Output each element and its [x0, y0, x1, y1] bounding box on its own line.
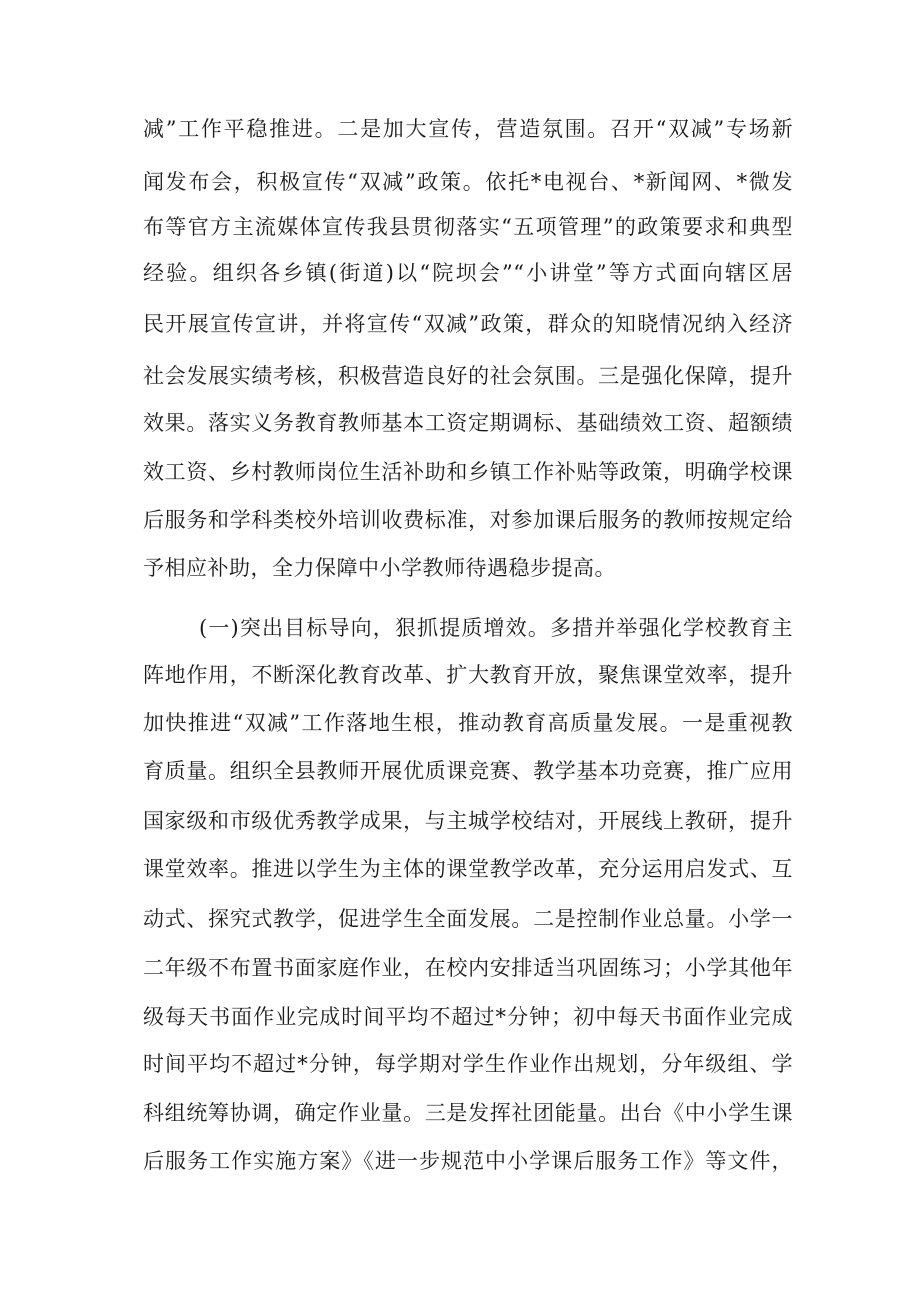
- text-line: 级每天书面作业完成时间平均不超过*分钟；初中每天书面作业完成: [143, 1005, 793, 1029]
- text-line: 民开展宣传宣讲，并将宣传“双减”政策，群众的知晓情况纳入经济: [143, 312, 793, 336]
- text-line: 闻发布会，积极宣传“双减”政策。依托*电视台、*新闻网、*微发: [143, 170, 793, 194]
- text-line: 布等官方主流媒体宣传我县贯彻落实“五项管理”的政策要求和典型: [143, 215, 793, 239]
- text-line: 予相应补助，全力保障中小学教师待遇稳步提高。: [143, 556, 616, 580]
- text-line: 效果。落实义务教育教师基本工资定期调标、基础绩效工资、超额绩: [143, 411, 793, 435]
- text-line: 后服务和学科类校外培训收费标准，对参加课后服务的教师按规定给: [143, 508, 793, 532]
- text-line: 国家级和市级优秀教学成果，与主城学校结对，开展线上教研，提升: [143, 809, 793, 833]
- text-line: 后服务工作实施方案》《进一步规范中小学课后服务工作》等文件，: [143, 1149, 793, 1173]
- text-line: 育质量。组织全县教师开展优质课竞赛、教学基本功竞赛，推广应用: [143, 759, 793, 783]
- text-line: 动式、探究式教学，促进学生全面发展。二是控制作业总量。小学一: [143, 907, 793, 931]
- text-line: 经验。组织各乡镇(街道)以“院坝会”“小讲堂”等方式面向辖区居: [143, 261, 793, 285]
- text-line: 二年级不布置书面家庭作业，在校内安排适当巩固练习；小学其他年: [143, 956, 793, 980]
- text-line: 加快推进“双减”工作落地生根，推动教育高质量发展。一是重视教: [143, 711, 793, 735]
- text-line: (一)突出目标导向，狠抓提质增效。多措并举强化学校教育主: [199, 616, 793, 640]
- text-line: 减”工作平稳推进。二是加大宣传，营造氛围。召开“双减”专场新: [143, 117, 793, 141]
- text-line: 时间平均不超过*分钟，每学期对学生作业作出规划，分年级组、学: [143, 1052, 793, 1076]
- text-line: 阵地作用，不断深化教育改革、扩大教育开放，聚焦课堂效率，提升: [143, 663, 793, 687]
- text-line: 课堂效率。推进以学生为主体的课堂教学改革，充分运用启发式、互: [143, 857, 793, 881]
- text-line: 社会发展实绩考核，积极营造良好的社会氛围。三是强化保障，提升: [143, 364, 793, 388]
- text-line: 效工资、乡村教师岗位生活补助和乡镇工作补贴等政策，明确学校课: [143, 460, 793, 484]
- text-line: 科组统筹协调，确定作业量。三是发挥社团能量。出台《中小学生课: [143, 1101, 793, 1125]
